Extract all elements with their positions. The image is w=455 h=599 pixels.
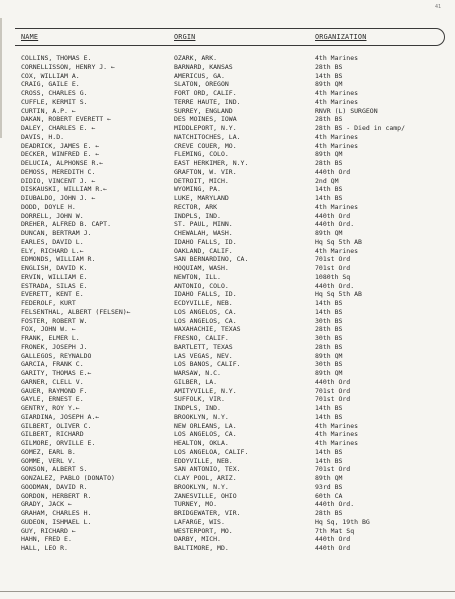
table-row [0,500,455,509]
row-organization: 4th Marines [315,89,359,97]
row-origin: LOS ANGELOA, CALIF. [174,447,249,456]
row-origin: WAXAHACHIE, TEXAS [174,325,241,334]
row-name: GILBERT, OLIVER C. [21,421,92,430]
table-row [0,255,455,264]
row-origin: WARSAW, N.C. [174,369,221,377]
row-origin: LOS BANOS, CALIF. [174,360,241,369]
row-name: GILBERT, RICHARD [21,430,84,439]
page-corner-mark: 41 [434,4,441,10]
table-row [0,98,455,107]
row-organization: 28th BS [315,325,343,334]
row-origin: ECDYVILLE, NEB. [174,299,233,307]
table-row [0,387,455,396]
row-name: CURTIN, A.P. ← [21,106,76,115]
row-name: GARNER, CLELL V. [21,377,84,386]
row-organization: 28th BS [315,159,343,167]
table-row [0,63,455,72]
table-row [0,535,455,544]
column-header-name: NAME [21,33,39,41]
row-name: DECKER, WINFRED E. ← [21,150,100,159]
row-organization: 2nd QM [315,176,339,185]
row-name: GENTRY, ROY Y.← [21,404,80,412]
table-row [0,212,455,221]
row-origin: LOS ANGELOS, CA. [174,430,237,439]
row-organization: 93rd BS [315,482,343,491]
row-name: DEADRICK, JAMES E. ← [21,141,100,150]
row-origin: FLEMING, COLO. [174,150,229,159]
row-name: GUY, RICHARD ← [21,526,76,535]
row-origin: SAN ANTONIO, TEX. [174,465,241,474]
row-organization: 28th BS [315,115,343,124]
table-row [0,72,455,81]
row-origin: LOS ANGELOS, CA. [174,307,237,316]
table-row [0,150,455,159]
table-row [0,80,455,89]
row-origin: NEWTON, ILL. [174,272,221,281]
row-organization: 30th BS [315,316,343,325]
row-name: GARITY, THOMAS E.← [21,369,92,377]
row-name: DIUBALDO, JOHN J. ← [21,194,96,202]
row-origin: BROOKLYN, N.Y. [174,412,229,421]
row-name: FELSENTHAL, ALBERT (FELSEN)← [21,307,131,316]
table-row [0,308,455,317]
row-name: DELUCIA, ALPHONSE R.← [21,159,104,167]
table-row [0,229,455,238]
row-organization: Hq Sq 5th AB [315,237,362,246]
row-name: ERVIN, WILLIAM E. [21,272,88,281]
row-origin: LAFARGE, WIS. [174,517,225,526]
table-row [0,378,455,387]
row-origin: ANTONIO, COLO. [174,281,229,290]
table-row [0,168,455,177]
row-origin: WYOMING, PA. [174,185,221,194]
table-row [0,518,455,527]
table-row [0,142,455,151]
row-origin: FORT ORD, CALIF. [174,89,237,97]
row-name: GONZALEZ, PABLO (DONATO) [21,474,115,482]
table-row [0,290,455,299]
row-origin: SUFFOLK, VIR. [174,395,225,404]
row-name: DISKAUSKI, WILLIAM R.← [21,185,108,194]
row-name: ENGLISH, DAVID K. [21,264,88,272]
row-name: GOODMAN, DAVID R. [21,482,88,491]
row-organization: 1080th Sq [315,272,351,281]
row-name: GOMME, VERL V. [21,456,76,465]
table-row [0,177,455,186]
row-name: GALLEGOS, REYNALDO [21,351,92,360]
row-name: COX, WILLIAM A. [21,71,80,80]
table-row [0,448,455,457]
table-row [0,264,455,273]
row-organization: RNVR (L) SURGEON [315,106,378,115]
table-row [0,115,455,124]
row-origin: GRAFTON, W. VIR. [174,167,237,176]
row-organization: 89th QM [315,150,343,159]
row-name: GRADY, JACK ← [21,500,72,509]
row-origin: BARTLETT, TEXAS [174,342,233,351]
row-name: CUFFLE, KERMIT S. [21,97,88,106]
row-name: FOSTER, ROBERT W. [21,316,88,325]
row-name: DODD, DOYLE H. [21,202,76,211]
row-origin: FRESNO, CALIF. [174,334,229,342]
row-origin: ST. PAUL, MINN. [174,220,233,229]
table-row [0,238,455,247]
row-origin: SLATON, OREGON [174,80,229,89]
row-name: DAVIS, H.D. [21,132,65,141]
row-origin: IDAHO FALLS, ID. [174,237,237,246]
row-origin: LOS ANGELOS, CA. [174,316,237,325]
table-row [0,439,455,448]
row-name: GIARDINA, JOSEPH A.← [21,412,100,421]
row-organization: 89th QM [315,80,343,89]
table-row [0,185,455,194]
row-name: GORDON, HERBERT R. [21,491,92,500]
table-row [0,509,455,518]
row-origin: DES MOINES, IOWA [174,115,237,124]
row-organization: 440th Ord [315,535,351,544]
row-name: DAKAN, ROBERT EVERETT ← [21,115,112,124]
table-row [0,220,455,229]
row-origin: TERRE HAUTE, IND. [174,97,241,106]
row-name: FRANK, ELMER L. [21,334,80,342]
row-name: GARCIA, FRANK C. [21,360,84,369]
table-row [0,133,455,142]
row-organization: 4th Marines [315,430,359,439]
row-name: DEMOSS, MEREDITH C. [21,167,96,176]
row-organization: 60th CA [315,491,343,500]
row-origin: AMITYVILLE, N.Y. [174,386,237,395]
row-organization: 14th BS [315,447,343,456]
row-name: DREHER, ALFRED B. CAPT. [21,220,112,229]
row-origin: IDAHO FALLS, ID. [174,290,237,299]
row-name: DALEY, CHARLES E. ← [21,124,96,132]
row-organization: 14th BS [315,194,343,202]
row-organization: 14th BS [315,412,343,421]
table-row [0,352,455,361]
table-row [0,282,455,291]
roster-table [0,54,455,553]
row-origin: NEW ORLEANS, LA. [174,421,237,430]
row-organization: 4th Marines [315,54,359,62]
row-origin: LUKE, MARYLAND [174,194,229,202]
row-organization: 4th Marines [315,97,359,106]
row-name: DORRELL, JOHN W. [21,211,84,220]
row-name: FEDEROLF, KURT [21,299,76,307]
row-origin: BALTIMORE, MD. [174,544,229,552]
row-name: EDMONDS, WILLIAM R. [21,255,96,264]
row-name: GRAHAM, CHARLES H. [21,509,92,517]
row-organization: 14th BS [315,456,343,465]
row-organization: 701st Ord [315,465,351,474]
table-row [0,247,455,256]
row-organization: 440th Ord [315,211,351,220]
table-row [0,89,455,98]
row-origin: WESTERPORT, MO. [174,526,233,535]
row-organization: 440th Ord. [315,281,355,290]
row-name: GILMORE, ORVILLE E. [21,439,96,447]
row-name: EVERETT, KENT E. [21,290,84,299]
row-organization: 701st Ord [315,386,351,395]
row-organization: Hq Sq 5th AB [315,290,362,299]
row-name: FRONEK, JOSEPH J. [21,342,88,351]
table-row [0,483,455,492]
row-origin: LAS VEGAS, NEV. [174,351,233,360]
row-organization: 89th QM [315,474,343,482]
row-name: HALL, LEO R. [21,544,68,552]
row-organization: 4th Marines [315,132,359,141]
table-row [0,465,455,474]
row-organization: 89th QM [315,369,343,377]
row-origin: BARNARD, KANSAS [174,62,233,71]
table-row [0,527,455,536]
row-name: CROSS, CHARLES G. [21,89,88,97]
table-row [0,325,455,334]
row-name: ELY, RICHARD L.← [21,246,84,255]
row-organization: 440th Ord. [315,220,355,229]
row-name: EARLES, DAVID L. [21,237,84,246]
table-row [0,343,455,352]
row-name: DIDIO, VINCENT J. ← [21,176,96,185]
row-organization: 28th BS - Died in camp/ [315,124,406,132]
row-name: GAYLE, ERNEST E. [21,395,84,404]
row-name: GOMEZ, EARL B. [21,447,76,456]
table-row [0,544,455,553]
table-row [0,413,455,422]
table-row [0,299,455,308]
table-row [0,317,455,326]
table-row [0,492,455,501]
row-origin: GILBER, LA. [174,377,218,386]
table-row [0,422,455,431]
row-origin: INDPLS, IND. [174,404,221,412]
row-origin: DETROIT, MICH. [174,176,229,185]
row-origin: EAST HERKIMER, N.Y. [174,159,249,167]
table-row [0,369,455,378]
row-origin: HEALTON, OKLA. [174,439,229,447]
row-origin: AMERICUS, GA. [174,71,225,80]
row-origin: CLAY POOL, ARIZ. [174,474,237,482]
row-origin: TURNEY, MO. [174,500,218,509]
row-organization: 89th QM [315,351,343,360]
row-organization: 701st Ord [315,264,351,272]
row-origin: DARBY, MICH. [174,535,221,544]
row-organization: 4th Marines [315,202,359,211]
table-row [0,474,455,483]
row-origin: INDPLS, IND. [174,211,221,220]
row-origin: ZANESVILLE, OHIO [174,491,237,500]
row-name: FOX, JOHN W. ← [21,325,76,334]
row-organization: 7th Mat Sq [315,526,355,535]
row-origin: NATCHITOCHES, LA. [174,132,241,141]
row-organization: 28th BS [315,342,343,351]
table-row [0,124,455,133]
row-organization: 30th BS [315,360,343,369]
row-name: GUDEON, ISHMAEL L. [21,517,92,526]
row-organization: 4th Marines [315,421,359,430]
row-organization: 4th Marines [315,246,359,255]
row-name: HAHN, FRED E. [21,535,72,544]
row-name: ESTRADA, SILAS E. [21,281,88,290]
row-organization: 4th Marines [315,141,359,150]
table-row [0,395,455,404]
table-row [0,54,455,63]
row-name: GAUER, RAYMOND F. [21,386,88,395]
row-organization: 440th Ord [315,377,351,386]
row-organization: Hq Sq, 19th BG [315,517,370,526]
table-row [0,457,455,466]
row-organization: 14th BS [315,307,343,316]
row-name: GONSON, ALBERT S. [21,465,88,474]
table-row [0,203,455,212]
row-organization: 28th BS [315,62,343,71]
column-header-origin: ORGIN [174,33,196,41]
row-organization: 14th BS [315,299,343,307]
row-origin: HOQUIAM, WASH. [174,264,229,272]
table-row [0,107,455,116]
row-origin: EDDYVILLE, NEB. [174,456,233,465]
row-name: CORNELLISSON, HENRY J. ← [21,62,115,71]
row-origin: RECTOR, ARK [174,202,218,211]
bottom-rule [0,591,455,592]
header-frame [15,28,445,46]
row-organization: 440th Ord [315,544,351,552]
row-origin: BRIDGEWATER, VIR. [174,509,241,517]
row-origin: BROOKLYN, N.Y. [174,482,229,491]
row-organization: 701st Ord [315,255,351,264]
row-origin: MIDDLEPORT, N.Y. [174,124,237,132]
row-name: CRAIG, GAILE E. [21,80,80,89]
row-organization: 14th BS [315,404,343,412]
table-row [0,194,455,203]
table-row [0,273,455,282]
row-organization: 89th QM [315,229,343,237]
row-origin: CHEWALAH, WASH. [174,229,233,237]
row-origin: OZARK, ARK. [174,54,218,62]
table-row [0,404,455,413]
row-name: COLLINS, THOMAS E. [21,54,92,62]
row-organization: 440th Ord. [315,500,355,509]
row-organization: 440th Ord [315,167,351,176]
row-organization: 14th BS [315,71,343,80]
table-row [0,334,455,343]
table-row [0,430,455,439]
row-name: DUNCAN, BERTRAM J. [21,229,92,237]
table-row [0,360,455,369]
row-organization: 30th BS [315,334,343,342]
table-row [0,159,455,168]
row-origin: CREVE COUER, MO. [174,141,237,150]
row-origin: SAN BERNARDINO, CA. [174,255,249,264]
row-organization: 701st Ord [315,395,351,404]
column-header-organization: ORGANIZATION [315,33,367,41]
row-organization: 28th BS [315,509,343,517]
row-organization: 4th Marines [315,439,359,447]
row-organization: 14th BS [315,185,343,194]
row-origin: OAKLAND, CALIF. [174,246,233,255]
row-origin: SURREY, ENGLAND [174,106,233,115]
